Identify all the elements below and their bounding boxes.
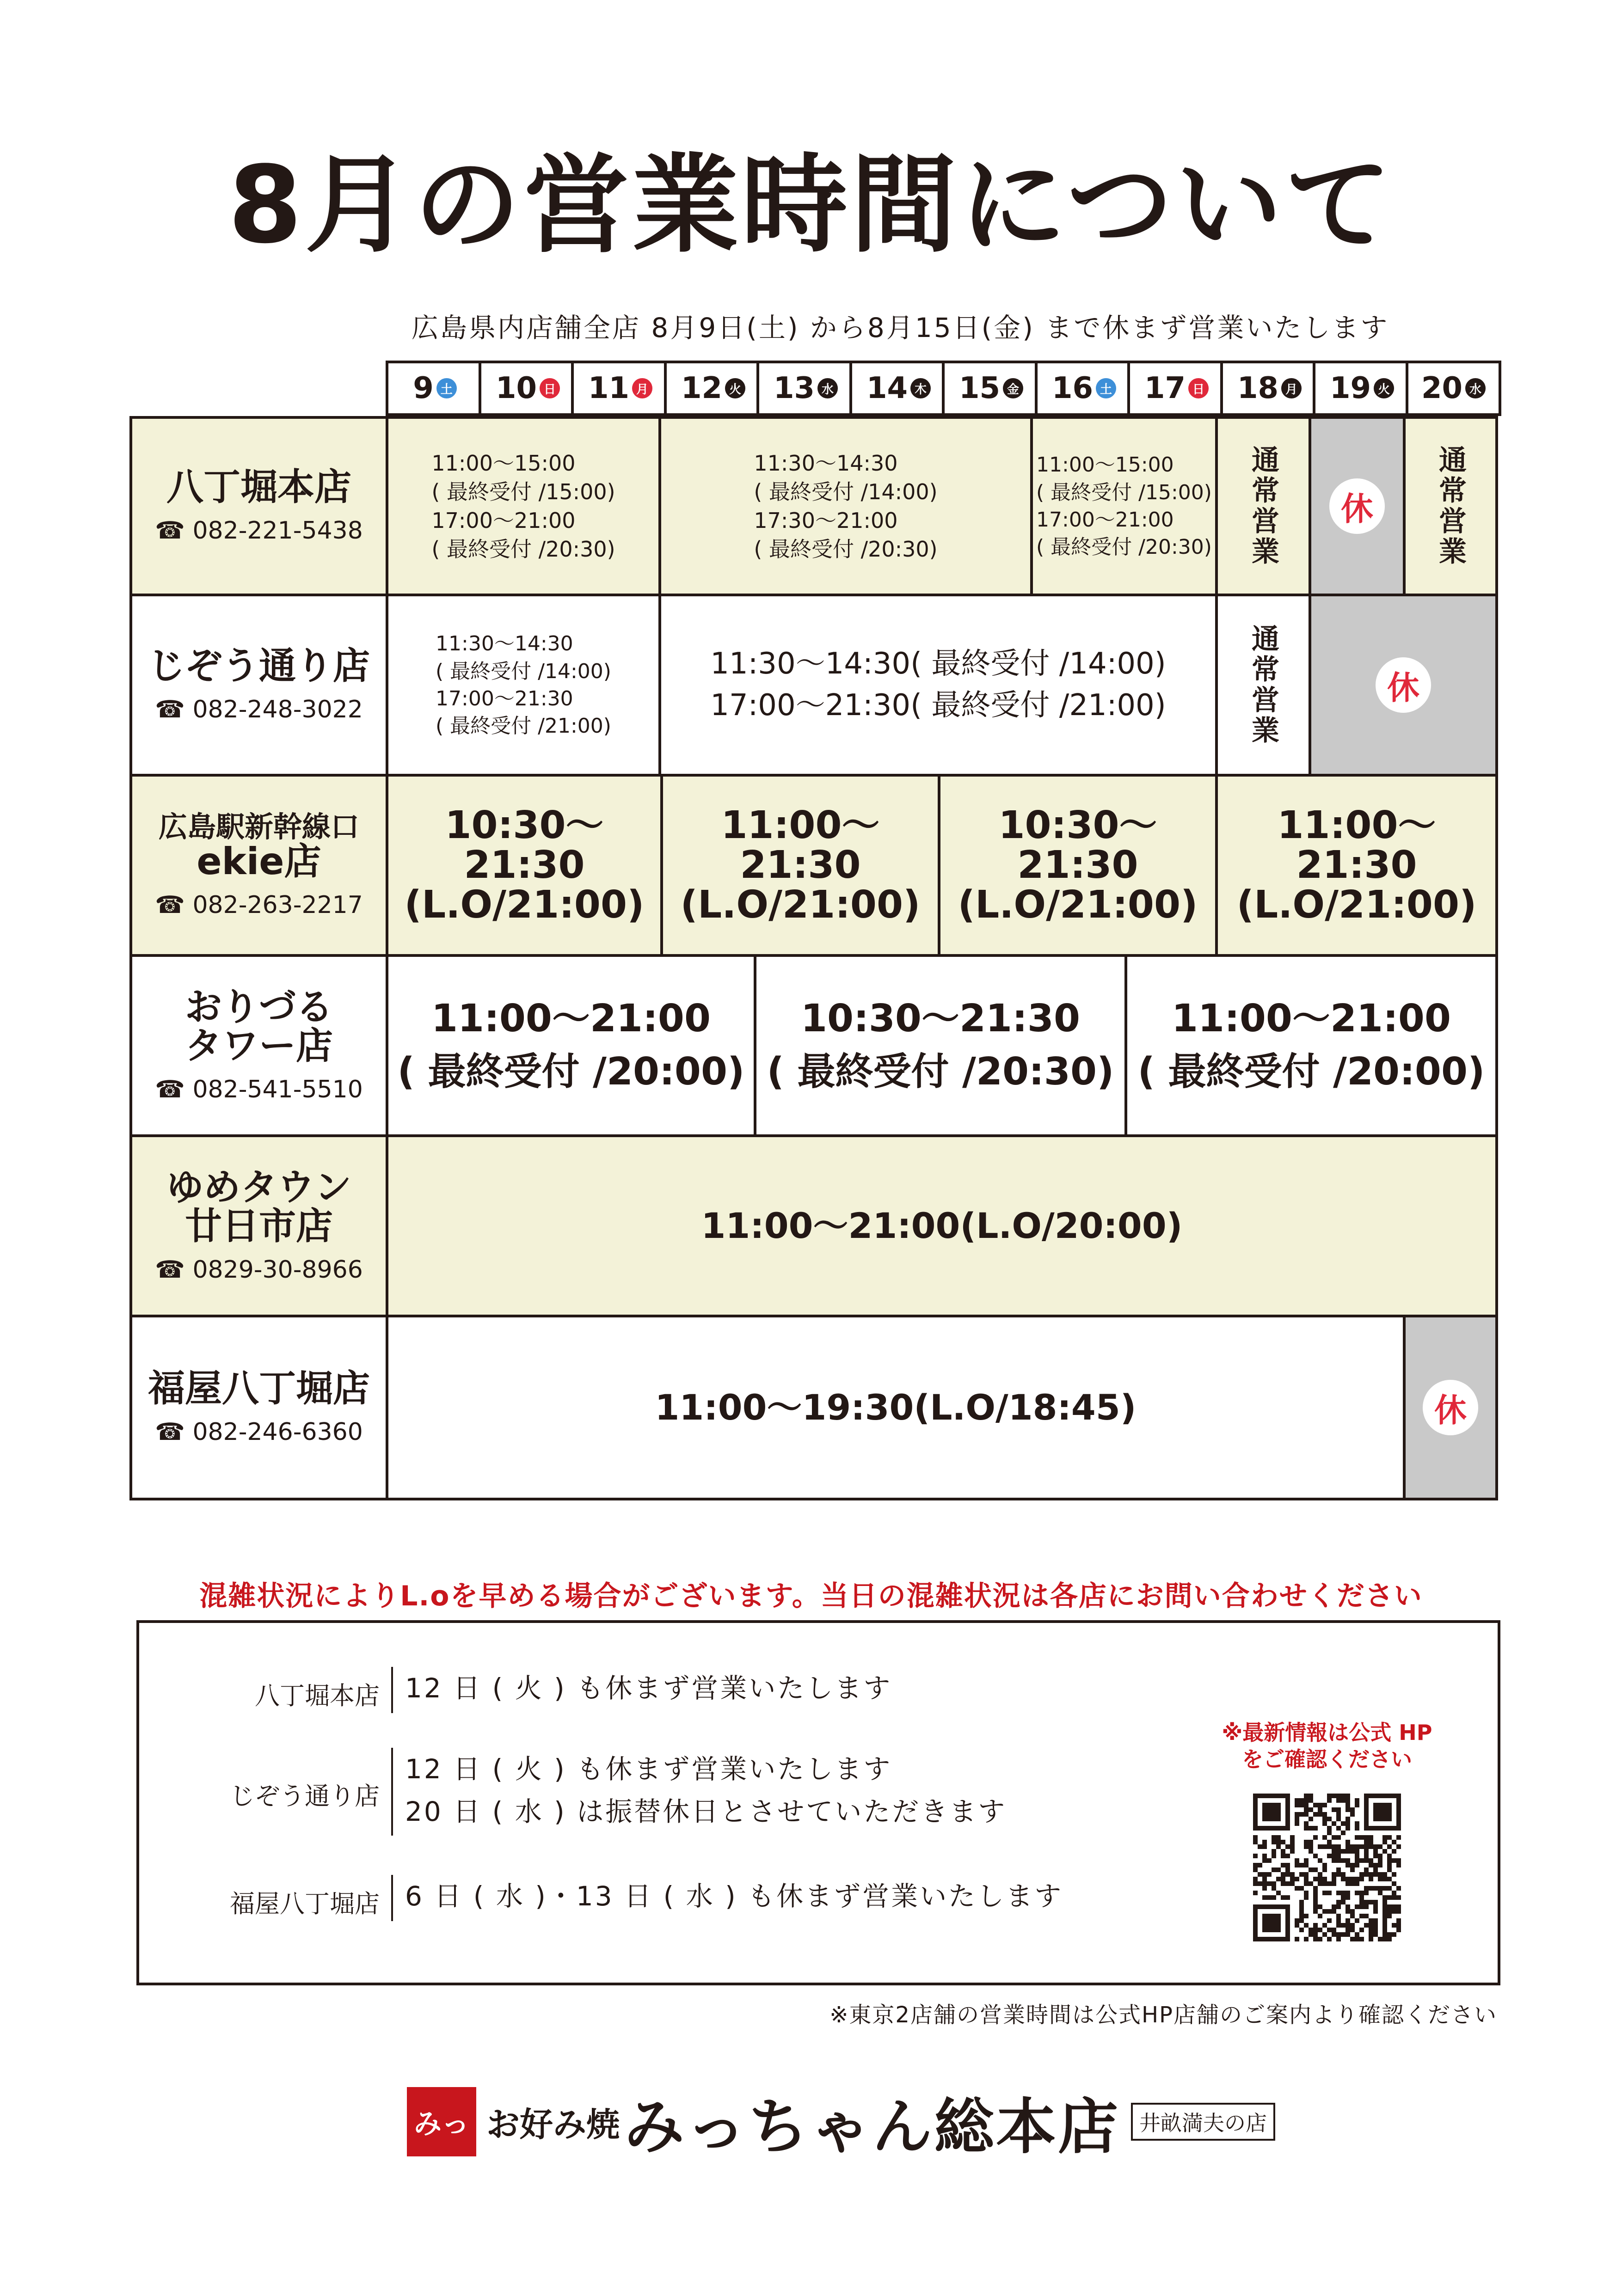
logo-tag: 井畝満夫の店 [1131, 2103, 1275, 2141]
store-phone: ☎ 0829-30-8966 [155, 1256, 363, 1284]
date-cell [479, 361, 574, 416]
hours-cell [386, 1134, 1498, 1317]
date-cell [849, 361, 945, 416]
regular-hours-cell [1403, 416, 1498, 596]
date-number: 14 [866, 371, 908, 405]
date-number: 20 [1421, 371, 1463, 405]
hours-cell [1215, 774, 1498, 957]
hours-text: 11:30～14:30( 最終受付 /14:00) 17:00～21:30( 最終受付 /21:00) [710, 647, 1166, 722]
store-cell [129, 416, 388, 596]
weekday-badge: 土 [436, 378, 457, 398]
date-number: 18 [1237, 371, 1279, 405]
info-text: 12 日 ( 火 ) も休まず営業いたします [405, 1672, 892, 1704]
date-cell [1313, 361, 1408, 416]
hours-cell [386, 416, 661, 596]
logo-subtitle: お好み焼 [486, 2105, 620, 2144]
hours-cell [658, 594, 1218, 777]
date-cell [386, 361, 481, 416]
store-name: ekie店 [197, 839, 321, 883]
hours-text: 11:00～21:30 (L.O/21:00) [680, 803, 921, 927]
hours-text: 10:30～21:30 (L.O/21:00) [958, 803, 1198, 927]
closed-cell [1309, 594, 1498, 777]
weekday-badge: 月 [632, 378, 652, 398]
hours-text: 11:30～14:30 ( 最終受付 /14:00) 17:00～21:30 ( 最終受付 /21:00) [436, 632, 611, 738]
subtitle: 広島県内店舗全店 8月9日(土) から8月15日(金) まで休まず営業いたします [412, 312, 1389, 343]
hours-text: 11:00～15:00 ( 最終受付 /15:00) 17:00～21:00 ( 最終受付 /20:30) [431, 450, 615, 562]
weekday-badge: 水 [1465, 378, 1486, 398]
date-number: 13 [773, 371, 815, 405]
logo-mark-icon: みっ [407, 2087, 476, 2156]
info-label: 福屋八丁堀店 [230, 1889, 380, 1918]
date-number: 12 [681, 371, 723, 405]
info-row [139, 1667, 1249, 1713]
closed-badge: 休 [1376, 657, 1431, 713]
store-cell [129, 594, 388, 777]
weekday-badge: 木 [910, 378, 931, 398]
hours-text: 11:00～21:00 ( 最終受付 /20:00) [1137, 997, 1485, 1094]
regular-hours-text: 通常営業 [1247, 445, 1279, 567]
hours-cell [386, 774, 663, 957]
store-name: 廿日市店 [185, 1205, 333, 1248]
info-text: 20 日 ( 水 ) は振替休日とさせていただきます [405, 1796, 1007, 1827]
hours-cell [754, 954, 1127, 1137]
hours-text: 11:00～19:30(L.O/18:45) [655, 1387, 1137, 1428]
store-cell [129, 1315, 388, 1500]
date-cell [1035, 361, 1130, 416]
store-phone: ☎ 082-263-2217 [155, 891, 363, 919]
regular-hours-cell [1215, 416, 1311, 596]
regular-hours-text: 通常営業 [1247, 624, 1279, 746]
store-cell [129, 774, 388, 957]
date-number: 15 [958, 371, 1001, 405]
regular-hours-cell [1215, 594, 1311, 777]
date-number: 16 [1051, 371, 1094, 405]
info-text: 6 日 ( 水 )・13 日 ( 水 ) も休まず営業いたします [405, 1880, 1063, 1912]
date-cell [942, 361, 1038, 416]
info-row [139, 1748, 1249, 1836]
hours-cell [1030, 416, 1218, 596]
store-name: ゆめタウン [166, 1166, 351, 1209]
date-number: 17 [1144, 371, 1186, 405]
date-cell [1220, 361, 1316, 416]
info-label: じぞう通り店 [230, 1782, 380, 1811]
hours-text: 10:30～21:30 (L.O/21:00) [404, 803, 645, 927]
info-label: 八丁堀本店 [255, 1681, 380, 1710]
hours-cell [386, 954, 756, 1137]
hours-text: 11:00～21:00(L.O/20:00) [701, 1205, 1183, 1247]
date-number: 11 [588, 371, 630, 405]
store-name: おりづる [185, 986, 333, 1029]
store-phone: ☎ 082-541-5510 [155, 1076, 363, 1103]
closed-badge: 休 [1329, 478, 1385, 534]
date-cell [571, 361, 667, 416]
logo-name: みっちゃん総本店 [624, 2091, 1120, 2162]
date-cell [1127, 361, 1223, 416]
divider [391, 1667, 393, 1713]
hours-text: 11:00～21:30 (L.O/21:00) [1236, 803, 1477, 927]
hours-cell [386, 1315, 1406, 1500]
store-name: タワー店 [185, 1024, 333, 1067]
divider [391, 1875, 393, 1921]
congestion-notice: 混雑状況によりL.oを早める場合がございます。当日の混雑状況は各店にお問い合わせください [199, 1580, 1423, 1612]
hours-cell [938, 774, 1218, 957]
store-name: 広島駅新幹線口 [158, 810, 359, 844]
qr-note: ※最新情報は公式 HP をご確認ください [1222, 1720, 1432, 1772]
weekday-badge: 月 [1281, 378, 1302, 398]
weekday-badge: 水 [817, 378, 838, 398]
closed-cell [1403, 1315, 1498, 1500]
date-cell [756, 361, 852, 416]
date-cell [1406, 361, 1501, 416]
qr-code-icon[interactable] [1248, 1789, 1406, 1946]
hours-text: 11:00～21:00 ( 最終受付 /20:00) [397, 997, 745, 1094]
store-name: 八丁堀本店 [166, 465, 351, 508]
date-cell [664, 361, 760, 416]
date-number: 19 [1329, 371, 1371, 405]
info-text: 12 日 ( 火 ) も休まず営業いたします [405, 1753, 892, 1785]
weekday-badge: 日 [540, 378, 560, 398]
store-cell [129, 1134, 388, 1317]
store-name: 福屋八丁堀店 [148, 1367, 370, 1410]
store-name: じぞう通り店 [148, 644, 370, 687]
closed-badge: 休 [1423, 1380, 1478, 1435]
store-phone: ☎ 082-248-3022 [155, 696, 363, 723]
brand-logo [407, 2089, 1275, 2162]
weekday-badge: 金 [1003, 378, 1023, 398]
regular-hours-text: 通常営業 [1434, 445, 1467, 567]
hours-text: 10:30～21:30 ( 最終受付 /20:30) [767, 997, 1114, 1094]
info-row [139, 1875, 1249, 1921]
weekday-badge: 土 [1096, 378, 1116, 398]
date-number: 10 [495, 371, 537, 405]
hours-cell [660, 774, 940, 957]
hours-cell [658, 416, 1033, 596]
closed-cell [1309, 416, 1406, 596]
hours-text: 11:00～15:00 ( 最終受付 /15:00) 17:00～21:00 ( 最終受付 /20:30) [1036, 453, 1212, 559]
hours-cell [1124, 954, 1498, 1137]
hours-text: 11:30～14:30 ( 最終受付 /14:00) 17:30～21:00 ( 最終受付 /20:30) [754, 450, 938, 562]
weekday-badge: 火 [1374, 378, 1394, 398]
store-cell [129, 954, 388, 1137]
weekday-badge: 火 [725, 378, 745, 398]
date-number: 9 [413, 371, 434, 405]
store-phone: ☎ 082-246-6360 [155, 1418, 363, 1446]
footnote: ※東京2店舗の営業時間は公式HP店舗のご案内より確認ください [829, 2002, 1497, 2028]
divider [391, 1748, 393, 1836]
store-phone: ☎ 082-221-5438 [155, 517, 363, 545]
page-title: 8月の営業時間について [228, 144, 1394, 267]
hours-cell [386, 594, 661, 777]
weekday-badge: 日 [1188, 378, 1209, 398]
